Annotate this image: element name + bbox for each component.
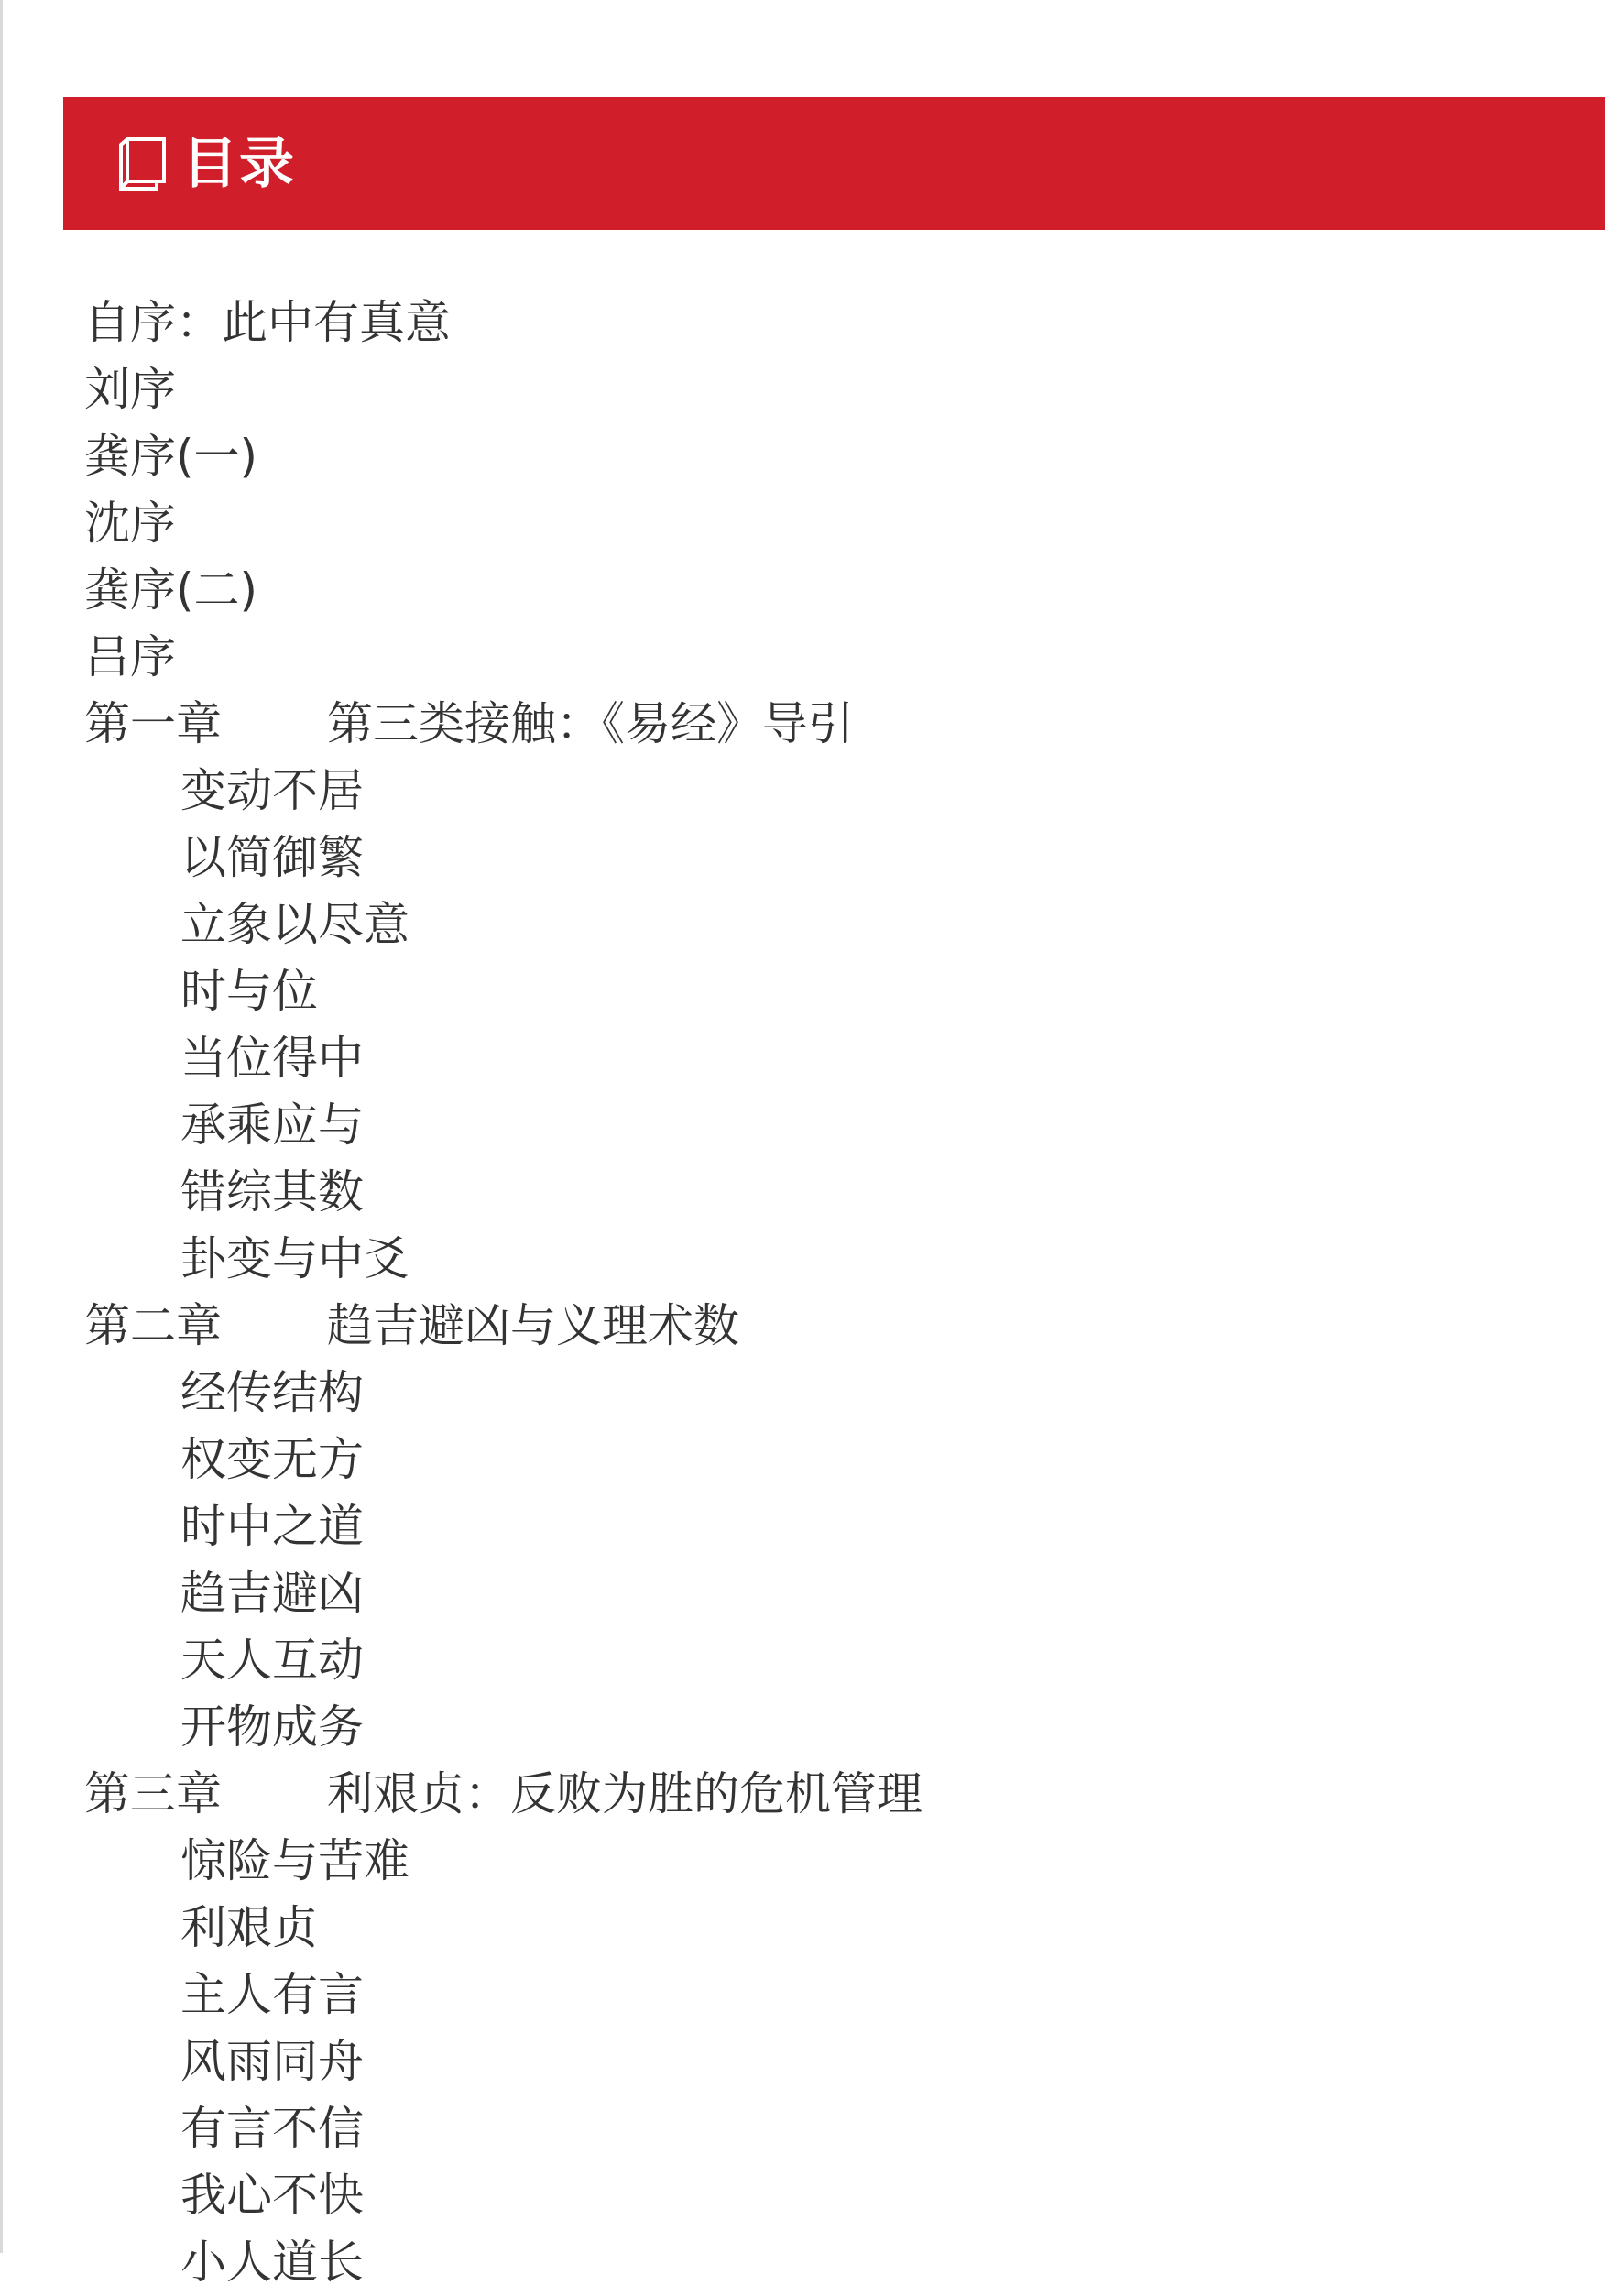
toc-entry-section[interactable]: 天人互动 bbox=[180, 1634, 364, 1687]
toc-entry-section[interactable]: 错综其数 bbox=[180, 1165, 364, 1219]
toc-entry-section[interactable]: 时中之道 bbox=[180, 1500, 364, 1553]
book-icon bbox=[116, 137, 168, 191]
toc-entry-preface[interactable]: 龚序(二) bbox=[84, 563, 258, 617]
page-left-border bbox=[0, 0, 3, 2253]
chapter-number: 第三章 bbox=[84, 1767, 222, 1820]
toc-entry-section[interactable]: 当位得中 bbox=[180, 1032, 364, 1085]
toc-list bbox=[84, 290, 923, 2296]
toc-entry-preface[interactable]: 刘序 bbox=[84, 363, 176, 416]
chapter-title: 趋吉避凶与义理术数 bbox=[327, 1299, 739, 1352]
toc-entry-preface[interactable]: 吕序 bbox=[84, 630, 176, 683]
toc-entry-section[interactable]: 经传结构 bbox=[180, 1366, 364, 1419]
toc-entry-section[interactable]: 立象以尽意 bbox=[180, 898, 409, 951]
toc-entry-section[interactable]: 利艰贞 bbox=[180, 1901, 318, 1954]
toc-entry-section[interactable]: 小人道长 bbox=[180, 2236, 364, 2289]
toc-entry-section[interactable]: 时与位 bbox=[180, 965, 318, 1018]
toc-entry-section[interactable]: 变动不居 bbox=[180, 764, 364, 817]
chapter-title: 利艰贞：反败为胜的危机管理 bbox=[327, 1767, 923, 1820]
toc-entry-section[interactable]: 以简御繁 bbox=[180, 831, 364, 884]
toc-entry-section[interactable]: 惊险与苦难 bbox=[180, 1834, 409, 1887]
toc-entry-section[interactable]: 开物成务 bbox=[180, 1700, 364, 1754]
toc-entry-chapter-1[interactable] bbox=[84, 691, 923, 758]
toc-entry-preface[interactable]: 沈序 bbox=[84, 497, 176, 550]
toc-entry-section[interactable]: 主人有言 bbox=[180, 1968, 364, 2021]
toc-entry-section[interactable]: 权变无方 bbox=[180, 1433, 364, 1486]
chapter-number: 第一章 bbox=[84, 697, 222, 750]
chapter-title: 第三类接触：《易经》导引 bbox=[327, 697, 854, 750]
toc-entry-preface[interactable]: 自序：此中有真意 bbox=[84, 296, 451, 349]
toc-entry-section[interactable]: 有言不信 bbox=[180, 2102, 364, 2155]
toc-entry-chapter-3[interactable] bbox=[84, 1761, 923, 1828]
toc-entry-section[interactable]: 风雨同舟 bbox=[180, 2035, 364, 2088]
toc-entry-chapter-2[interactable] bbox=[84, 1293, 923, 1360]
toc-entry-section[interactable]: 我心不快 bbox=[180, 2169, 364, 2222]
toc-entry-preface[interactable]: 龚序(一) bbox=[84, 430, 258, 483]
toc-header bbox=[63, 97, 1605, 230]
toc-entry-section[interactable]: 趋吉避凶 bbox=[180, 1567, 364, 1620]
toc-entry-section[interactable]: 承乘应与 bbox=[180, 1099, 364, 1152]
chapter-number: 第二章 bbox=[84, 1299, 222, 1352]
toc-title: 目录 bbox=[182, 131, 296, 196]
toc-entry-section[interactable]: 卦变与中爻 bbox=[180, 1232, 409, 1285]
